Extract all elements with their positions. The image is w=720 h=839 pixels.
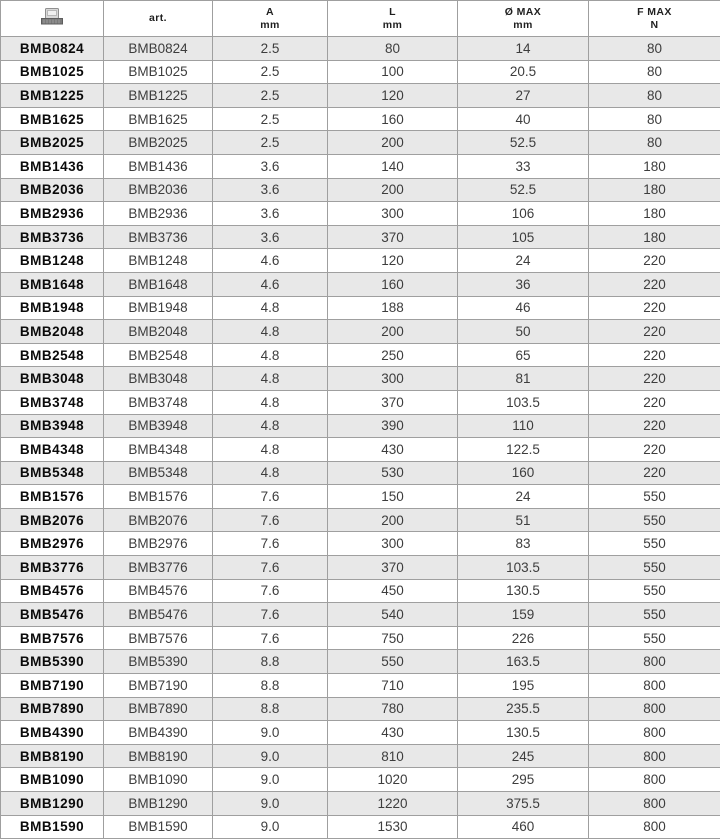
header-product-icon-cell	[1, 1, 104, 37]
l-mm-cell: 430	[328, 438, 458, 462]
l-mm-cell: 370	[328, 225, 458, 249]
table-row	[1, 603, 720, 627]
fmax-n-cell: 550	[589, 626, 720, 650]
table-row	[1, 744, 720, 768]
fmax-n-cell: 800	[589, 792, 720, 816]
fmax-n-cell: 220	[589, 461, 720, 485]
fmax-n-cell: 800	[589, 650, 720, 674]
dmax-mm-cell: 103.5	[458, 390, 589, 414]
fmax-n-cell: 550	[589, 485, 720, 509]
header-a-label: A	[266, 6, 274, 18]
fmax-n-cell: 550	[589, 603, 720, 627]
a-mm-cell: 4.6	[213, 272, 328, 296]
art-cell: BMB2048	[104, 320, 213, 344]
l-mm-cell: 430	[328, 721, 458, 745]
part-code-cell: BMB7576	[1, 626, 104, 650]
part-code-cell: BMB2048	[1, 320, 104, 344]
dmax-mm-cell: 460	[458, 815, 589, 839]
a-mm-cell: 9.0	[213, 815, 328, 839]
table-row	[1, 508, 720, 532]
l-mm-cell: 370	[328, 390, 458, 414]
dmax-mm-cell: 14	[458, 37, 589, 61]
part-code-cell: BMB3776	[1, 556, 104, 580]
table-row	[1, 272, 720, 296]
a-mm-cell: 4.8	[213, 367, 328, 391]
part-code-cell: BMB7890	[1, 697, 104, 721]
art-cell: BMB8190	[104, 744, 213, 768]
part-code-cell: BMB1248	[1, 249, 104, 273]
dmax-mm-cell: 51	[458, 508, 589, 532]
table-row	[1, 697, 720, 721]
dmax-mm-cell: 24	[458, 485, 589, 509]
header-dmax-mm	[458, 1, 589, 37]
table-row	[1, 532, 720, 556]
a-mm-cell: 3.6	[213, 225, 328, 249]
l-mm-cell: 160	[328, 107, 458, 131]
part-code-cell: BMB1290	[1, 792, 104, 816]
a-mm-cell: 4.6	[213, 249, 328, 273]
art-cell: BMB1576	[104, 485, 213, 509]
header-l-label: L	[389, 6, 396, 18]
a-mm-cell: 7.6	[213, 532, 328, 556]
part-code-cell: BMB3736	[1, 225, 104, 249]
a-mm-cell: 7.6	[213, 556, 328, 580]
a-mm-cell: 4.8	[213, 414, 328, 438]
header-a-unit: mm	[260, 19, 280, 31]
dmax-mm-cell: 226	[458, 626, 589, 650]
l-mm-cell: 1220	[328, 792, 458, 816]
dmax-mm-cell: 33	[458, 154, 589, 178]
l-mm-cell: 300	[328, 202, 458, 226]
l-mm-cell: 100	[328, 60, 458, 84]
l-mm-cell: 80	[328, 37, 458, 61]
art-cell: BMB5390	[104, 650, 213, 674]
l-mm-cell: 200	[328, 508, 458, 532]
dmax-mm-cell: 46	[458, 296, 589, 320]
header-l-mm	[328, 1, 458, 37]
table-row	[1, 556, 720, 580]
table-row	[1, 768, 720, 792]
dmax-mm-cell: 160	[458, 461, 589, 485]
l-mm-cell: 540	[328, 603, 458, 627]
art-cell: BMB1225	[104, 84, 213, 108]
art-cell: BMB2076	[104, 508, 213, 532]
a-mm-cell: 4.8	[213, 320, 328, 344]
part-code-cell: BMB2976	[1, 532, 104, 556]
dmax-mm-cell: 122.5	[458, 438, 589, 462]
fmax-n-cell: 180	[589, 178, 720, 202]
part-code-cell: BMB1436	[1, 154, 104, 178]
l-mm-cell: 150	[328, 485, 458, 509]
fmax-n-cell: 80	[589, 37, 720, 61]
art-cell: BMB7890	[104, 697, 213, 721]
dmax-mm-cell: 27	[458, 84, 589, 108]
part-code-cell: BMB1948	[1, 296, 104, 320]
a-mm-cell: 4.8	[213, 438, 328, 462]
dmax-mm-cell: 235.5	[458, 697, 589, 721]
table-row	[1, 37, 720, 61]
part-code-cell: BMB4390	[1, 721, 104, 745]
l-mm-cell: 188	[328, 296, 458, 320]
fmax-n-cell: 800	[589, 815, 720, 839]
fmax-n-cell: 220	[589, 367, 720, 391]
part-code-cell: BMB2036	[1, 178, 104, 202]
dmax-mm-cell: 130.5	[458, 579, 589, 603]
l-mm-cell: 120	[328, 249, 458, 273]
art-cell: BMB1290	[104, 792, 213, 816]
dmax-mm-cell: 295	[458, 768, 589, 792]
header-l-unit: mm	[382, 19, 403, 31]
table-row	[1, 178, 720, 202]
dmax-mm-cell: 103.5	[458, 556, 589, 580]
dmax-mm-cell: 52.5	[458, 131, 589, 155]
art-cell: BMB4348	[104, 438, 213, 462]
dmax-mm-cell: 195	[458, 674, 589, 698]
a-mm-cell: 3.6	[213, 202, 328, 226]
a-mm-cell: 8.8	[213, 674, 328, 698]
table-row	[1, 343, 720, 367]
dmax-mm-cell: 375.5	[458, 792, 589, 816]
fmax-n-cell: 220	[589, 343, 720, 367]
art-cell: BMB1948	[104, 296, 213, 320]
l-mm-cell: 200	[328, 131, 458, 155]
part-code-cell: BMB3748	[1, 390, 104, 414]
l-mm-cell: 1020	[328, 768, 458, 792]
table-row	[1, 461, 720, 485]
table-header	[1, 1, 720, 37]
dmax-mm-cell: 106	[458, 202, 589, 226]
header-art-label: art.	[149, 12, 167, 24]
dmax-mm-cell: 50	[458, 320, 589, 344]
fmax-n-cell: 220	[589, 296, 720, 320]
l-mm-cell: 120	[328, 84, 458, 108]
table-row	[1, 390, 720, 414]
dmax-mm-cell: 81	[458, 367, 589, 391]
part-code-cell: BMB0824	[1, 37, 104, 61]
l-mm-cell: 300	[328, 532, 458, 556]
table-row	[1, 320, 720, 344]
part-code-cell: BMB7190	[1, 674, 104, 698]
a-mm-cell: 2.5	[213, 131, 328, 155]
fmax-n-cell: 800	[589, 721, 720, 745]
art-cell: BMB4576	[104, 579, 213, 603]
art-cell: BMB2936	[104, 202, 213, 226]
table-row	[1, 579, 720, 603]
art-cell: BMB2976	[104, 532, 213, 556]
part-code-cell: BMB1225	[1, 84, 104, 108]
table-row	[1, 225, 720, 249]
art-cell: BMB7576	[104, 626, 213, 650]
l-mm-cell: 160	[328, 272, 458, 296]
dmax-mm-cell: 130.5	[458, 721, 589, 745]
fmax-n-cell: 220	[589, 414, 720, 438]
l-mm-cell: 710	[328, 674, 458, 698]
band-clamp-icon	[40, 7, 64, 26]
l-mm-cell: 750	[328, 626, 458, 650]
art-cell: BMB3048	[104, 367, 213, 391]
table-row	[1, 60, 720, 84]
fmax-n-cell: 800	[589, 674, 720, 698]
fmax-n-cell: 180	[589, 154, 720, 178]
l-mm-cell: 530	[328, 461, 458, 485]
art-cell: BMB1025	[104, 60, 213, 84]
l-mm-cell: 810	[328, 744, 458, 768]
l-mm-cell: 200	[328, 320, 458, 344]
header-fmax-unit: N	[650, 19, 659, 31]
table-row	[1, 674, 720, 698]
a-mm-cell: 7.6	[213, 579, 328, 603]
a-mm-cell: 9.0	[213, 768, 328, 792]
part-code-cell: BMB5476	[1, 603, 104, 627]
part-code-cell: BMB1590	[1, 815, 104, 839]
fmax-n-cell: 550	[589, 532, 720, 556]
a-mm-cell: 3.6	[213, 154, 328, 178]
fmax-n-cell: 550	[589, 508, 720, 532]
art-cell: BMB3776	[104, 556, 213, 580]
part-code-cell: BMB1025	[1, 60, 104, 84]
l-mm-cell: 200	[328, 178, 458, 202]
table-row	[1, 154, 720, 178]
art-cell: BMB1436	[104, 154, 213, 178]
table-row	[1, 131, 720, 155]
dmax-mm-cell: 83	[458, 532, 589, 556]
fmax-n-cell: 220	[589, 390, 720, 414]
art-cell: BMB1090	[104, 768, 213, 792]
l-mm-cell: 370	[328, 556, 458, 580]
table-body	[1, 37, 720, 839]
dmax-mm-cell: 52.5	[458, 178, 589, 202]
fmax-n-cell: 220	[589, 249, 720, 273]
header-dmax-label: Ø MAX	[504, 6, 542, 18]
part-code-cell: BMB2025	[1, 131, 104, 155]
table-row	[1, 367, 720, 391]
l-mm-cell: 550	[328, 650, 458, 674]
a-mm-cell: 2.5	[213, 60, 328, 84]
l-mm-cell: 250	[328, 343, 458, 367]
a-mm-cell: 4.8	[213, 461, 328, 485]
table-row	[1, 626, 720, 650]
part-code-cell: BMB1576	[1, 485, 104, 509]
art-cell: BMB5476	[104, 603, 213, 627]
l-mm-cell: 140	[328, 154, 458, 178]
header-dmax-unit: mm	[513, 19, 533, 31]
fmax-n-cell: 800	[589, 768, 720, 792]
table-row	[1, 414, 720, 438]
a-mm-cell: 7.6	[213, 603, 328, 627]
part-code-cell: BMB5390	[1, 650, 104, 674]
table-row	[1, 249, 720, 273]
table-row	[1, 84, 720, 108]
art-cell: BMB4390	[104, 721, 213, 745]
table-row	[1, 650, 720, 674]
art-cell: BMB0824	[104, 37, 213, 61]
fmax-n-cell: 220	[589, 272, 720, 296]
a-mm-cell: 3.6	[213, 178, 328, 202]
fmax-n-cell: 80	[589, 107, 720, 131]
fmax-n-cell: 800	[589, 744, 720, 768]
fmax-n-cell: 220	[589, 438, 720, 462]
table-row	[1, 202, 720, 226]
a-mm-cell: 8.8	[213, 697, 328, 721]
fmax-n-cell: 180	[589, 225, 720, 249]
part-code-cell: BMB8190	[1, 744, 104, 768]
header-row	[1, 1, 720, 37]
a-mm-cell: 7.6	[213, 626, 328, 650]
art-cell: BMB1648	[104, 272, 213, 296]
a-mm-cell: 4.8	[213, 296, 328, 320]
art-cell: BMB1625	[104, 107, 213, 131]
a-mm-cell: 9.0	[213, 744, 328, 768]
dmax-mm-cell: 36	[458, 272, 589, 296]
a-mm-cell: 2.5	[213, 84, 328, 108]
a-mm-cell: 8.8	[213, 650, 328, 674]
l-mm-cell: 300	[328, 367, 458, 391]
art-cell: BMB3948	[104, 414, 213, 438]
table-row	[1, 485, 720, 509]
header-fmax-n	[589, 1, 720, 37]
table-row	[1, 296, 720, 320]
art-cell: BMB5348	[104, 461, 213, 485]
fmax-n-cell: 550	[589, 579, 720, 603]
table-row	[1, 815, 720, 839]
fmax-n-cell: 80	[589, 84, 720, 108]
part-code-cell: BMB4348	[1, 438, 104, 462]
a-mm-cell: 7.6	[213, 508, 328, 532]
part-code-cell: BMB1625	[1, 107, 104, 131]
table-row	[1, 438, 720, 462]
a-mm-cell: 9.0	[213, 792, 328, 816]
art-cell: BMB3736	[104, 225, 213, 249]
part-code-cell: BMB1090	[1, 768, 104, 792]
table-row	[1, 721, 720, 745]
part-code-cell: BMB2936	[1, 202, 104, 226]
a-mm-cell: 7.6	[213, 485, 328, 509]
part-code-cell: BMB1648	[1, 272, 104, 296]
part-code-cell: BMB3048	[1, 367, 104, 391]
art-cell: BMB2025	[104, 131, 213, 155]
dmax-mm-cell: 40	[458, 107, 589, 131]
fmax-n-cell: 180	[589, 202, 720, 226]
art-cell: BMB2036	[104, 178, 213, 202]
a-mm-cell: 2.5	[213, 37, 328, 61]
fmax-n-cell: 800	[589, 697, 720, 721]
dmax-mm-cell: 163.5	[458, 650, 589, 674]
art-cell: BMB7190	[104, 674, 213, 698]
part-code-cell: BMB4576	[1, 579, 104, 603]
table-row	[1, 792, 720, 816]
art-cell: BMB1590	[104, 815, 213, 839]
dmax-mm-cell: 20.5	[458, 60, 589, 84]
dmax-mm-cell: 245	[458, 744, 589, 768]
header-art	[104, 1, 213, 37]
part-code-cell: BMB2076	[1, 508, 104, 532]
table-row	[1, 107, 720, 131]
dmax-mm-cell: 24	[458, 249, 589, 273]
dmax-mm-cell: 110	[458, 414, 589, 438]
a-mm-cell: 2.5	[213, 107, 328, 131]
header-a-mm	[213, 1, 328, 37]
dmax-mm-cell: 105	[458, 225, 589, 249]
dmax-mm-cell: 159	[458, 603, 589, 627]
l-mm-cell: 450	[328, 579, 458, 603]
fmax-n-cell: 80	[589, 131, 720, 155]
fmax-n-cell: 220	[589, 320, 720, 344]
part-code-cell: BMB2548	[1, 343, 104, 367]
a-mm-cell: 4.8	[213, 343, 328, 367]
art-cell: BMB2548	[104, 343, 213, 367]
l-mm-cell: 780	[328, 697, 458, 721]
header-fmax-label: F MAX	[637, 6, 672, 18]
part-code-cell: BMB3948	[1, 414, 104, 438]
a-mm-cell: 9.0	[213, 721, 328, 745]
fmax-n-cell: 550	[589, 556, 720, 580]
l-mm-cell: 390	[328, 414, 458, 438]
a-mm-cell: 4.8	[213, 390, 328, 414]
art-cell: BMB1248	[104, 249, 213, 273]
art-cell: BMB3748	[104, 390, 213, 414]
l-mm-cell: 1530	[328, 815, 458, 839]
fmax-n-cell: 80	[589, 60, 720, 84]
dmax-mm-cell: 65	[458, 343, 589, 367]
part-code-cell: BMB5348	[1, 461, 104, 485]
